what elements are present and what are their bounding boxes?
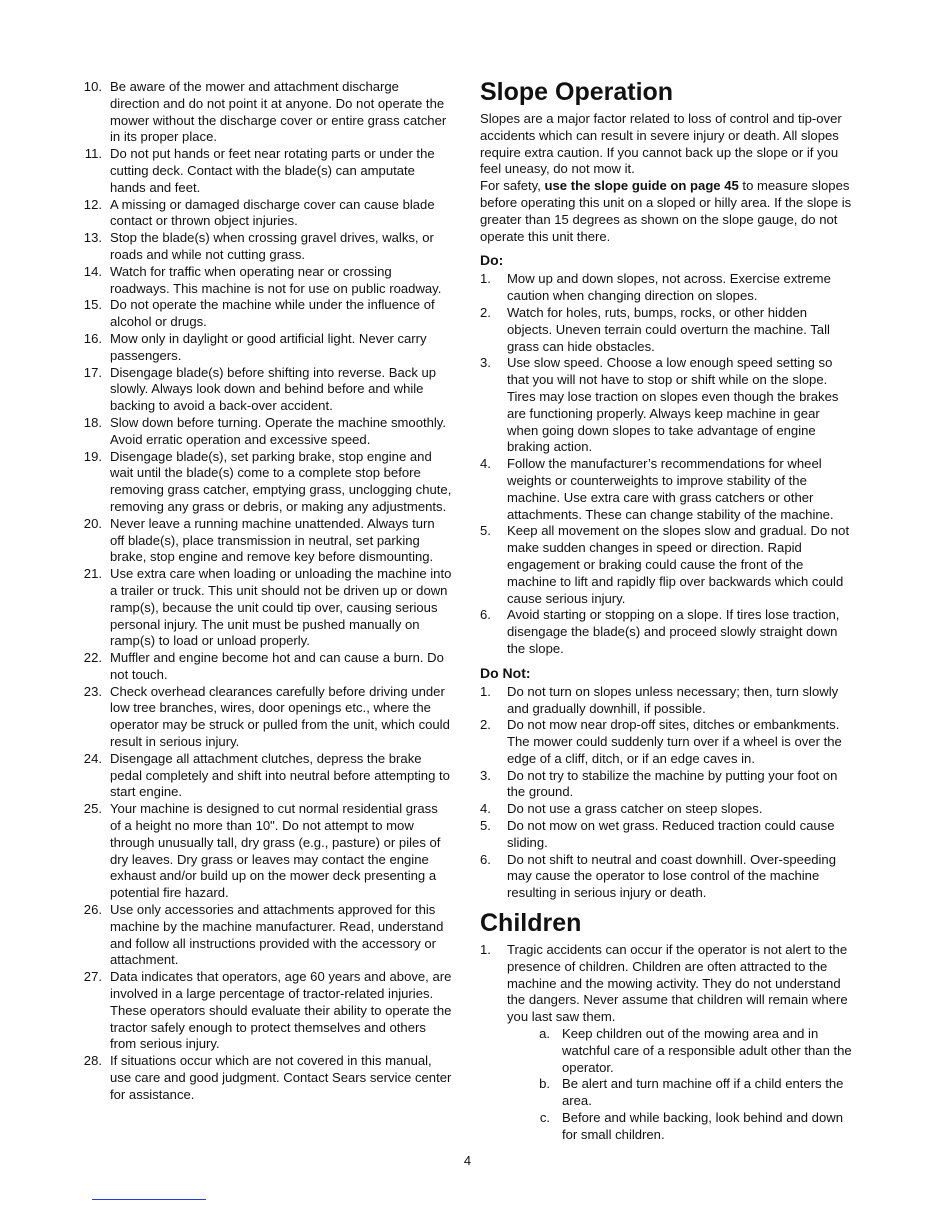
children-sub-list xyxy=(480,1026,852,1144)
list-item: 10. Be aware of the mower and attachment discharge direction and do not point it at anyone. Do not operate the mower without the discharge cover or entire grass catcher in its proper place. xyxy=(83,79,447,145)
list-item: 1. Tragic accidents can occur if the operator is not alert to the presence of children. Children are often attracted to the machine and the mowing activity. They do not understand the dangers. Never assume that children will remain where you last saw them. xyxy=(480,942,848,1025)
list-item: 6. Avoid starting or stopping on a slope. If tires lose traction, disengage the blade(s) and proceed slowly straight down the slope. xyxy=(480,607,840,656)
page-number: 4 xyxy=(463,1153,472,1168)
do-not-heading: Do Not: xyxy=(480,664,531,681)
list-item: 23. Check overhead clearances carefully before driving under low tree branches, wires, door openings etc., where the operator may be struck or pulled from the unit, which could result in serious injury. xyxy=(83,683,450,750)
list-item: 15. Do not operate the machine while under the influence of alcohol or drugs. xyxy=(83,297,435,330)
safety-rules-list xyxy=(80,79,452,1104)
list-item: 24. Disengage all attachment clutches, depress the brake pedal completely and shift into neutral before attempting to start engine. xyxy=(83,750,450,800)
list-item: 4. Follow the manufacturer’s recommendations for wheel weights or counterweights to improve stability of the machine. Use extra care with grass catchers or other attachments. These can change stability of the machine. xyxy=(480,456,834,522)
list-item: 14. Watch for traffic when operating near or crossing roadways. This machine is not for use on public roadway. xyxy=(83,263,442,296)
list-item: c. Before and while backing, look behind and down for small children. xyxy=(539,1110,843,1142)
list-item: 5. Keep all movement on the slopes slow and gradual. Do not make sudden changes in speed or direction. Rapid engagement or braking could cause the front of the machine to lift and rapidly flip over backwards which could cause serious injury. xyxy=(480,523,850,606)
list-item: 3. Use slow speed. Choose a low enough speed setting so that you will not have to stop or shift while on the slope. Tires may lose traction on slopes even though the brakes are functioning properly. Always keep machine in gear when going down slopes to take advantage of engine braking action. xyxy=(480,355,839,455)
slope-safety-paragraph: For safety, use the slope guide on page 45 to measure slopes before operating this unit on a sloped or hilly area. If the slope is greater than 15 degrees as shown on the slope gauge, do not operate this unit there. xyxy=(480,178,852,244)
list-item: b. Be alert and turn machine off if a child enters the area. xyxy=(539,1076,844,1109)
list-item: 22. Muffler and engine become hot and can cause a burn. Do not touch. xyxy=(83,650,444,682)
slope-guide-reference: use the slope guide on page 45 xyxy=(544,178,739,194)
list-item: 2. Do not mow near drop-off sites, ditches or embankments. The mower could suddenly turn over if a wheel is over the edge of a cliff, ditch, or if an edge caves in. xyxy=(480,717,842,766)
children-heading: Children xyxy=(480,909,582,938)
list-item: 19. Disengage blade(s), set parking brake, stop engine and wait until the blade(s) come to a complete stop before removing grass catcher, emptying grass, unclogging chute, removing any grass or debris, or making any adjustments. xyxy=(83,448,452,514)
list-item: 11. Do not put hands or feet near rotating parts or under the cutting deck. Contact with the blade(s) can amputate hands and feet. xyxy=(84,146,435,195)
slope-intro: Slopes are a major factor related to loss of control and tip-over accidents which can result in severe injury or death. All slopes require extra caution. If you cannot back up the slope or if you feel uneasy, do not mow it. xyxy=(480,111,842,177)
list-item: 4. Do not use a grass catcher on steep slopes. xyxy=(480,801,763,817)
list-item: 20. Never leave a running machine unattended. Always turn off blade(s), place transmission in neutral, set parking brake, stop engine and remove key before dismounting. xyxy=(83,515,435,565)
list-item: 2. Watch for holes, ruts, bumps, rocks, or other hidden objects. Uneven terrain could overturn the machine. Tall grass can hide obstacles. xyxy=(480,304,830,354)
slope-operation-heading: Slope Operation xyxy=(480,78,674,106)
children-list xyxy=(480,942,852,1026)
right-column xyxy=(480,79,852,1144)
list-item: 16. Mow only in daylight or good artificial light. Never carry passengers. xyxy=(83,330,427,363)
list-item: 28. If situations occur which are not covered in this manual, use care and good judgment. Contact Sears service center for assistance. xyxy=(83,1053,452,1102)
list-item: 27. Data indicates that operators, age 60 years and above, are involved in a large percentage of tractor-related injuries. These operators should evaluate their ability to operate the tractor safely enough to protect themselves and others from serious injury. xyxy=(83,969,452,1052)
footer-rule xyxy=(92,1199,206,1200)
list-item: 12. A missing or damaged discharge cover can cause blade contact or thrown object injuries. xyxy=(83,196,435,229)
list-item: 5. Do not mow on wet grass. Reduced traction could cause sliding. xyxy=(480,818,835,850)
list-item: 3. Do not try to stabilize the machine by putting your foot on the ground. xyxy=(480,767,838,800)
list-item: 1. Do not turn on slopes unless necessary; then, turn slowly and gradually downhill, if possible. xyxy=(480,683,839,716)
list-item: 1. Mow up and down slopes, not across. Exercise extreme caution when changing direction on slopes. xyxy=(480,271,831,304)
do-list xyxy=(480,271,852,657)
left-column xyxy=(80,79,452,1104)
list-item: 18. Slow down before turning. Operate the machine smoothly. Avoid erratic operation and excessive speed. xyxy=(83,414,447,447)
list-item: 21. Use extra care when loading or unloading the machine into a trailer or truck. This unit should not be driven up or down ramp(s), because the unit could tip over, causing serious personal injury. The unit must be pushed manually on ramp(s) to load or unload properly. xyxy=(83,566,452,649)
list-item: 25. Your machine is designed to cut normal residential grass of a height no more than 10". Do not attempt to mow through unusually tall, dry grass (e.g., pasture) or piles of dry leaves. Dry grass or leaves may contact the engine exhaust and/or build up on the mower deck presenting a potential fire hazard. xyxy=(83,801,441,901)
list-item: 13. Stop the blade(s) when crossing gravel drives, walks, or roads and while not cutting grass. xyxy=(83,230,434,262)
do-heading: Do: xyxy=(480,252,504,269)
list-item: a. Keep children out of the mowing area and in watchful care of a responsible adult other than the operator. xyxy=(539,1026,852,1075)
list-item: 17. Disengage blade(s) before shifting into reverse. Back up slowly. Always look down and behind before and while backing to avoid a back-over accident. xyxy=(83,364,437,414)
do-not-list xyxy=(480,684,852,902)
list-item: 26. Use only accessories and attachments approved for this machine by the machine manufacturer. Read, understand and follow all instructions provided with the accessory or attachment. xyxy=(83,902,444,968)
list-item: 6. Do not shift to neutral and coast downhill. Over-speeding may cause the operator to lose control of the machine resulting in serious injury or death. xyxy=(480,851,836,901)
